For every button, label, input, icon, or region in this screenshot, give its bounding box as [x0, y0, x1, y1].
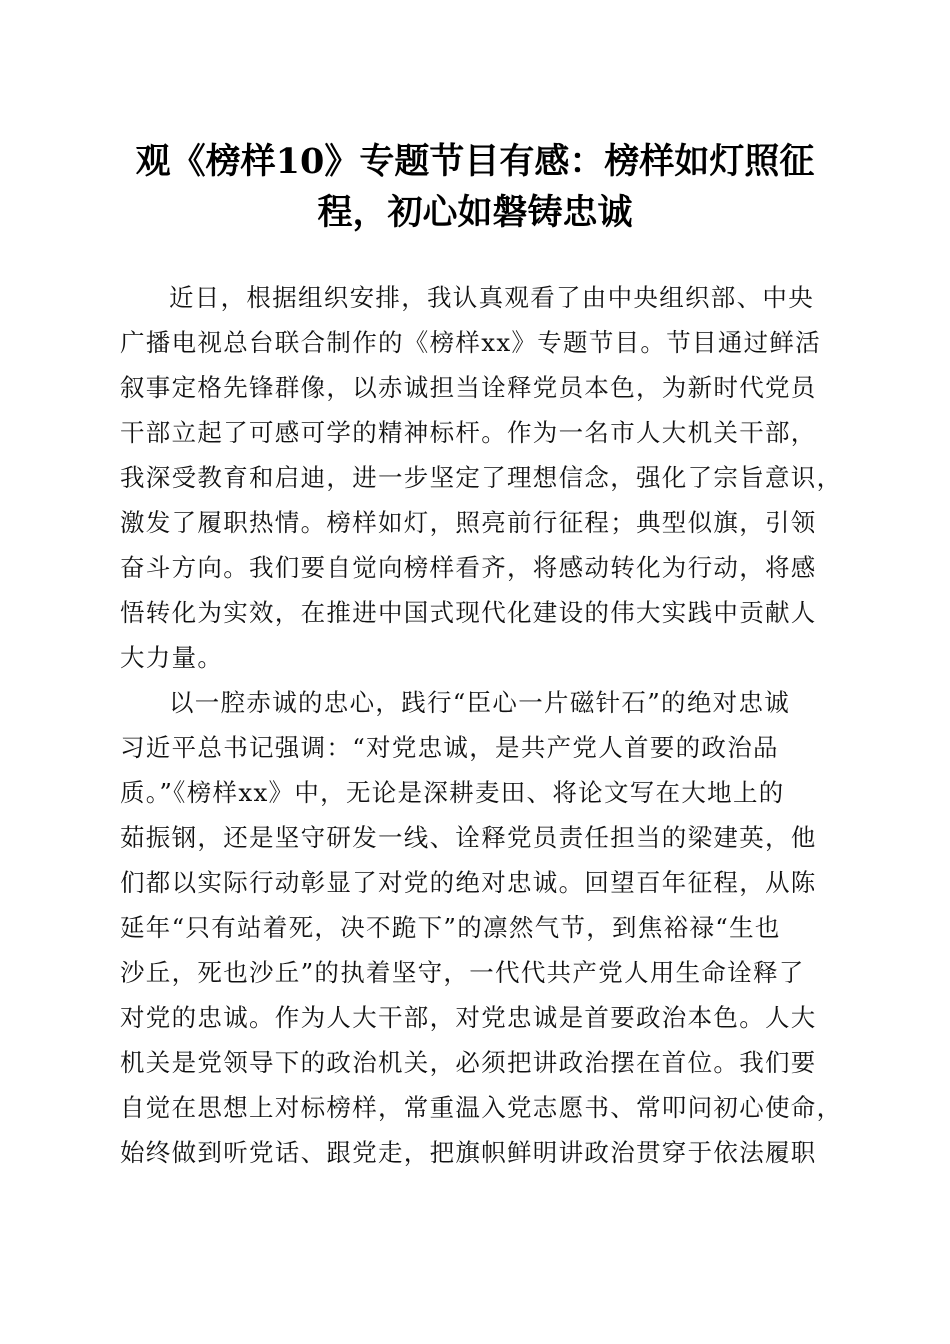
- text-line: 质。”《榜样xx》中，无论是深耕麦田、将论文写在大地上的: [120, 778, 785, 807]
- text-line: 广播电视总台联合制作的《榜样xx》专题节目。节目通过鲜活: [120, 328, 822, 357]
- text-line: 近日，根据组织安排，我认真观看了由中央组织部、中央: [169, 283, 814, 312]
- text-line: 沙丘，死也沙丘”的执着坚守，一代代共产党人用生命诠释了: [120, 958, 805, 987]
- text-line: 习近平总书记强调：“对党忠诚，是共产党人首要的政治品: [120, 733, 779, 762]
- text-line: 以一腔赤诚的忠心，践行“臣心一片磁针石”的绝对忠诚: [169, 688, 791, 717]
- text-line: 大力量。: [120, 643, 224, 672]
- text-line: 们都以实际行动彰显了对党的绝对忠诚。回望百年征程，从陈: [120, 868, 817, 897]
- paragraph: [120, 275, 843, 680]
- text-line: 机关是党领导下的政治机关，必须把讲政治摆在首位。我们要: [120, 1048, 817, 1077]
- document-body: [120, 275, 843, 1175]
- text-line: 始终做到听党话、跟党走，把旗帜鲜明讲政治贯穿于依法履职: [120, 1138, 817, 1167]
- text-line: 叙事定格先锋群像，以赤诚担当诠释党员本色，为新时代党员: [120, 373, 817, 402]
- text-line: 我深受教育和启迪，进一步坚定了理想信念，强化了宗旨意识，: [120, 463, 843, 492]
- text-line: 茹振钢，还是坚守研发一线、诠释党员责任担当的梁建英，他: [120, 823, 817, 852]
- text-line: 延年“只有站着死，决不跪下”的凛然气节，到焦裕禄“生也: [120, 913, 781, 942]
- text-line: 悟转化为实效，在推进中国式现代化建设的伟大实践中贡献人: [120, 598, 817, 627]
- document-title: [100, 136, 850, 238]
- text-line: 自觉在思想上对标榜样，常重温入党志愿书、常叩问初心使命，: [120, 1093, 843, 1122]
- text-line: 干部立起了可感可学的精神标杆。作为一名市人大机关干部，: [120, 418, 817, 447]
- text-line: 奋斗方向。我们要自觉向榜样看齐，将感动转化为行动，将感: [120, 553, 817, 582]
- paragraph: [120, 680, 843, 1175]
- text-line: 激发了履职热情。榜样如灯，照亮前行征程；典型似旗，引领: [120, 508, 817, 537]
- title-line: 程，初心如磐铸忠诚: [317, 192, 633, 233]
- title-line: 观《榜样10》专题节目有感：榜样如灯照征: [135, 141, 815, 182]
- text-line: 对党的忠诚。作为人大干部，对党忠诚是首要政治本色。人大: [120, 1003, 817, 1032]
